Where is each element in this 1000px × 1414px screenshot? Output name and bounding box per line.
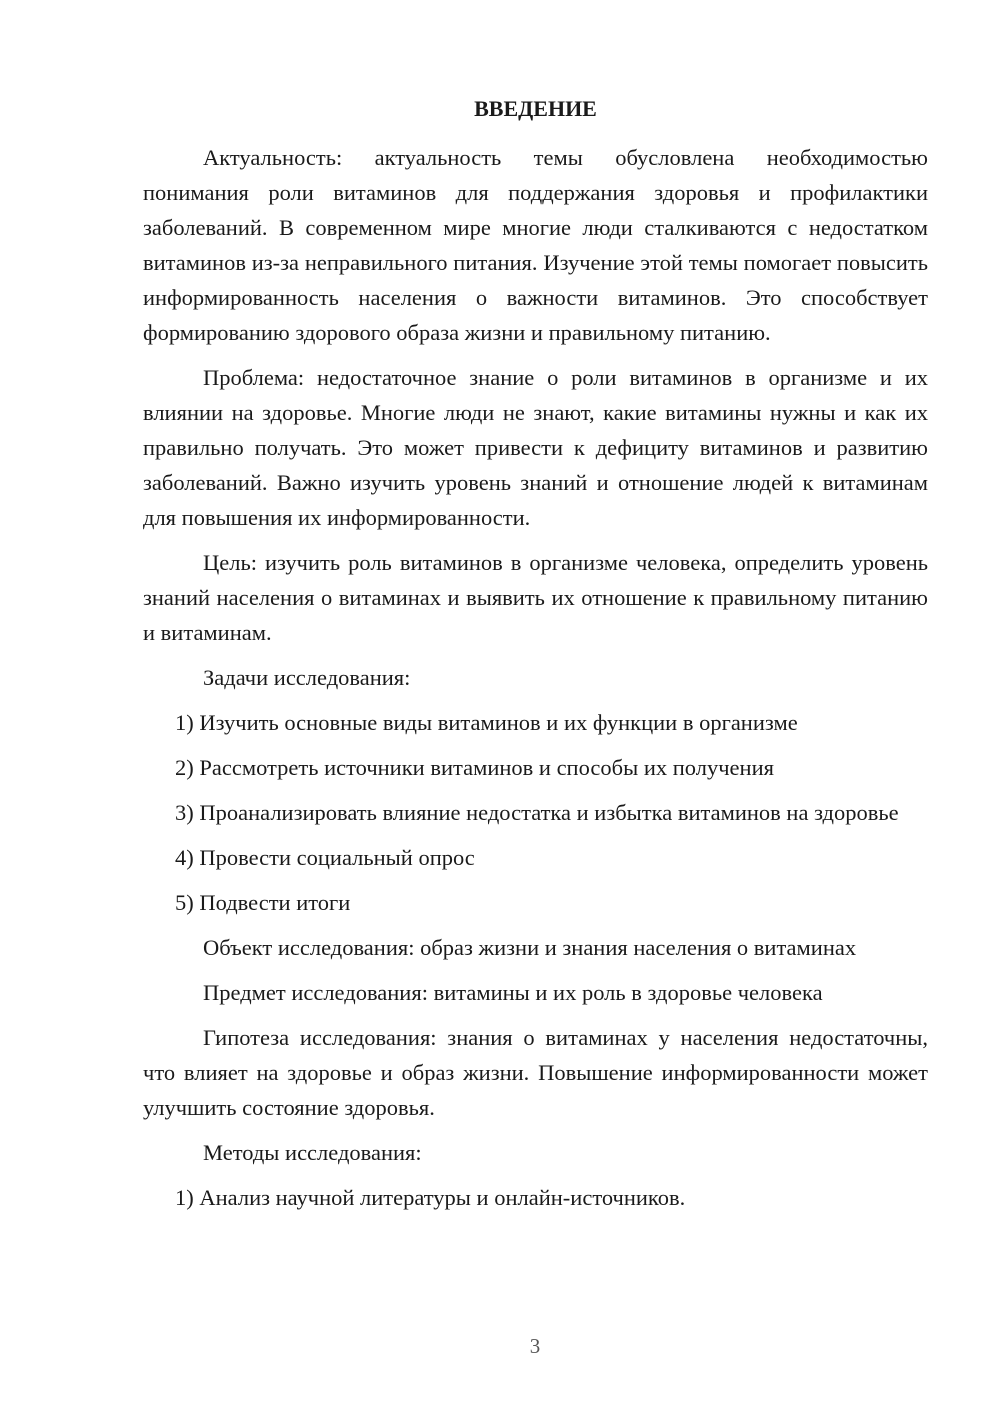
tasks-heading: Задачи исследования: [203,665,411,690]
task-item-4: 4) Провести социальный опрос [175,845,475,870]
method-item-1: 1) Анализ научной литературы и онлайн-источников. [175,1185,686,1210]
object-paragraph: Объект исследования: образ жизни и знания населения о витаминах [203,935,857,960]
task-item-3: 3) Проанализировать влияние недостатка и избытка витаминов на здоровье [175,800,899,825]
hypothesis-paragraph: Гипотеза исследования: знания о витаминах у населения недостаточны, что влияет на здоровье и образ жизни. Повышение информированности может улучшить состояние здоровья. [143,1025,928,1120]
subject-paragraph: Предмет исследования: витамины и их роль в здоровье человека [203,980,823,1005]
relevance-paragraph: Актуальность: актуальность темы обусловлена необходимостью понимания роли витаминов для поддержания здоровья и профилактики заболеваний. В современном мире многие люди сталкиваются с недостатком витаминов из-за неправильного питания. Изучение этой темы помогает повысить информированность населения о важности витаминов. Это способствует формированию здорового образа жизни и правильному питанию. [143,145,928,345]
methods-heading: Методы исследования: [203,1140,422,1165]
task-item-1: 1) Изучить основные виды витаминов и их функции в организме [175,710,798,735]
section-title: ВВЕДЕНИЕ [474,96,597,121]
goal-paragraph: Цель: изучить роль витаминов в организме человека, определить уровень знаний населения о витаминах и выявить их отношение к правильному питанию и витаминам. [143,550,928,645]
page-number: 3 [529,1334,541,1358]
task-item-2: 2) Рассмотреть источники витаминов и способы их получения [175,755,774,780]
task-item-5: 5) Подвести итоги [175,890,351,915]
problem-paragraph: Проблема: недостаточное знание о роли витаминов в организме и их влиянии на здоровье. Многие люди не знают, какие витамины нужны и как их правильно получать. Это может привести к дефициту витаминов и развитию заболеваний. Важно изучить уровень знаний и отношение людей к витаминам для повышения их информированности. [143,365,928,530]
page-content [143,92,928,1225]
